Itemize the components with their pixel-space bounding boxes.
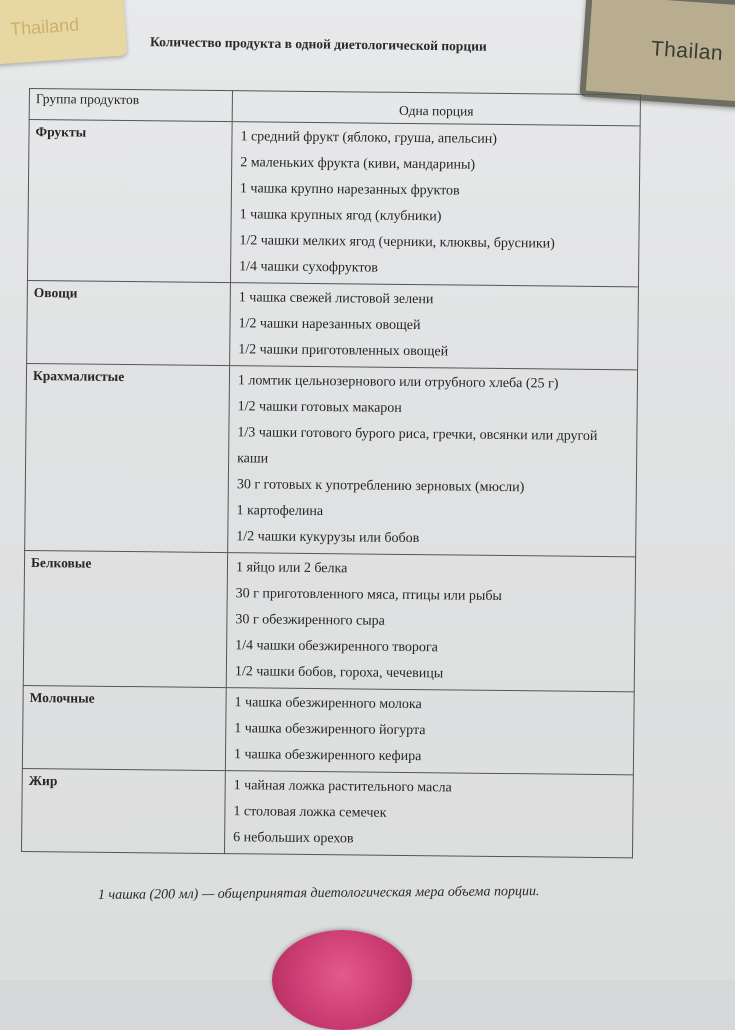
group-name: Крахмалистые bbox=[25, 363, 230, 552]
portion-item: 1 чашка обезжиренного кефира bbox=[233, 747, 422, 765]
footnote: 1 чашка (200 мл) — общепринятая диетологическая мера объема порции. bbox=[97, 884, 540, 903]
portion-item: 1 чашка свежей листовой зелени bbox=[238, 290, 434, 308]
group-items bbox=[228, 366, 638, 557]
group-name: Фрукты bbox=[27, 120, 232, 283]
group-items bbox=[230, 122, 640, 287]
group-name: Белковые bbox=[23, 550, 227, 687]
group-name: Жир bbox=[22, 768, 226, 853]
group-name: Овощи bbox=[27, 280, 231, 365]
portion-item: 2 маленьких фрукта (киви, мандарины) bbox=[240, 155, 476, 173]
table-row bbox=[23, 550, 635, 691]
magnet-right-text: Thailan bbox=[650, 37, 724, 66]
portion-item: 6 небольших орехов bbox=[233, 830, 354, 847]
page-title: Количество продукта в одной диетологической порции bbox=[149, 34, 487, 54]
portion-item: 1 ломтик цельнозернового или отрубного хлеба (25 г) bbox=[237, 373, 559, 392]
group-items bbox=[226, 553, 635, 692]
portion-item: 1 чашка крупно нарезанных фруктов bbox=[239, 181, 460, 199]
portion-item: 1/2 чашки бобов, гороха, чечевицы bbox=[234, 664, 444, 682]
portion-item: 1/2 чашки готовых макарон bbox=[237, 399, 402, 416]
portion-item: каши bbox=[237, 451, 269, 467]
portion-item: 1 яйцо или 2 белка bbox=[235, 560, 348, 577]
portion-item: 1/2 чашки приготовленных овощей bbox=[238, 342, 449, 360]
magnet-left-text: Thailand bbox=[9, 14, 80, 40]
portion-item: 1/4 чашки сухофруктов bbox=[239, 259, 378, 276]
portion-item: 1 чайная ложка растительного масла bbox=[233, 778, 452, 796]
table-row bbox=[25, 363, 638, 556]
portion-item: 1 картофелина bbox=[236, 503, 324, 520]
header-portion: Одна порция bbox=[232, 91, 640, 126]
portion-item: 1/4 чашки обезжиренного творога bbox=[235, 638, 438, 656]
group-items bbox=[224, 771, 633, 858]
table-row bbox=[22, 685, 634, 774]
portion-item: 30 г приготовленного мяса, птицы или рыбы bbox=[235, 586, 502, 604]
table-row bbox=[27, 280, 639, 369]
group-items bbox=[225, 688, 634, 775]
portion-item: 1 чашка крупных ягод (клубники) bbox=[239, 207, 442, 225]
table-row bbox=[22, 768, 634, 857]
header-product-group: Группа продуктов bbox=[29, 89, 232, 122]
portion-item: 1 чашка обезжиренного молока bbox=[234, 695, 422, 713]
portion-item: 30 г готовых к употреблению зерновых (мюсли) bbox=[236, 477, 525, 496]
portion-item: 1 средний фрукт (яблоко, груша, апельсин) bbox=[240, 129, 498, 147]
portion-item: 1/2 чашки кукурузы или бобов bbox=[236, 529, 420, 547]
portion-item: 30 г обезжиренного сыра bbox=[235, 612, 385, 629]
group-name: Молочные bbox=[22, 685, 226, 770]
portion-table bbox=[21, 88, 641, 858]
magnet-right bbox=[579, 0, 735, 108]
table-row bbox=[27, 120, 640, 287]
portion-item: 1/3 чашки готового бурого риса, гречки, овсянки или другой bbox=[237, 425, 598, 444]
group-items bbox=[230, 283, 639, 370]
magnet-bottom bbox=[272, 930, 412, 1030]
portion-item: 1/2 чашки мелких ягод (черники, клюквы, брусники) bbox=[239, 233, 555, 252]
magnet-left bbox=[0, 0, 127, 65]
table-body bbox=[22, 120, 641, 858]
portion-item: 1 столовая ложка семечек bbox=[233, 804, 387, 821]
portion-item: 1 чашка обезжиренного йогурта bbox=[234, 721, 426, 739]
portion-item: 1/2 чашки нарезанных овощей bbox=[238, 316, 421, 334]
